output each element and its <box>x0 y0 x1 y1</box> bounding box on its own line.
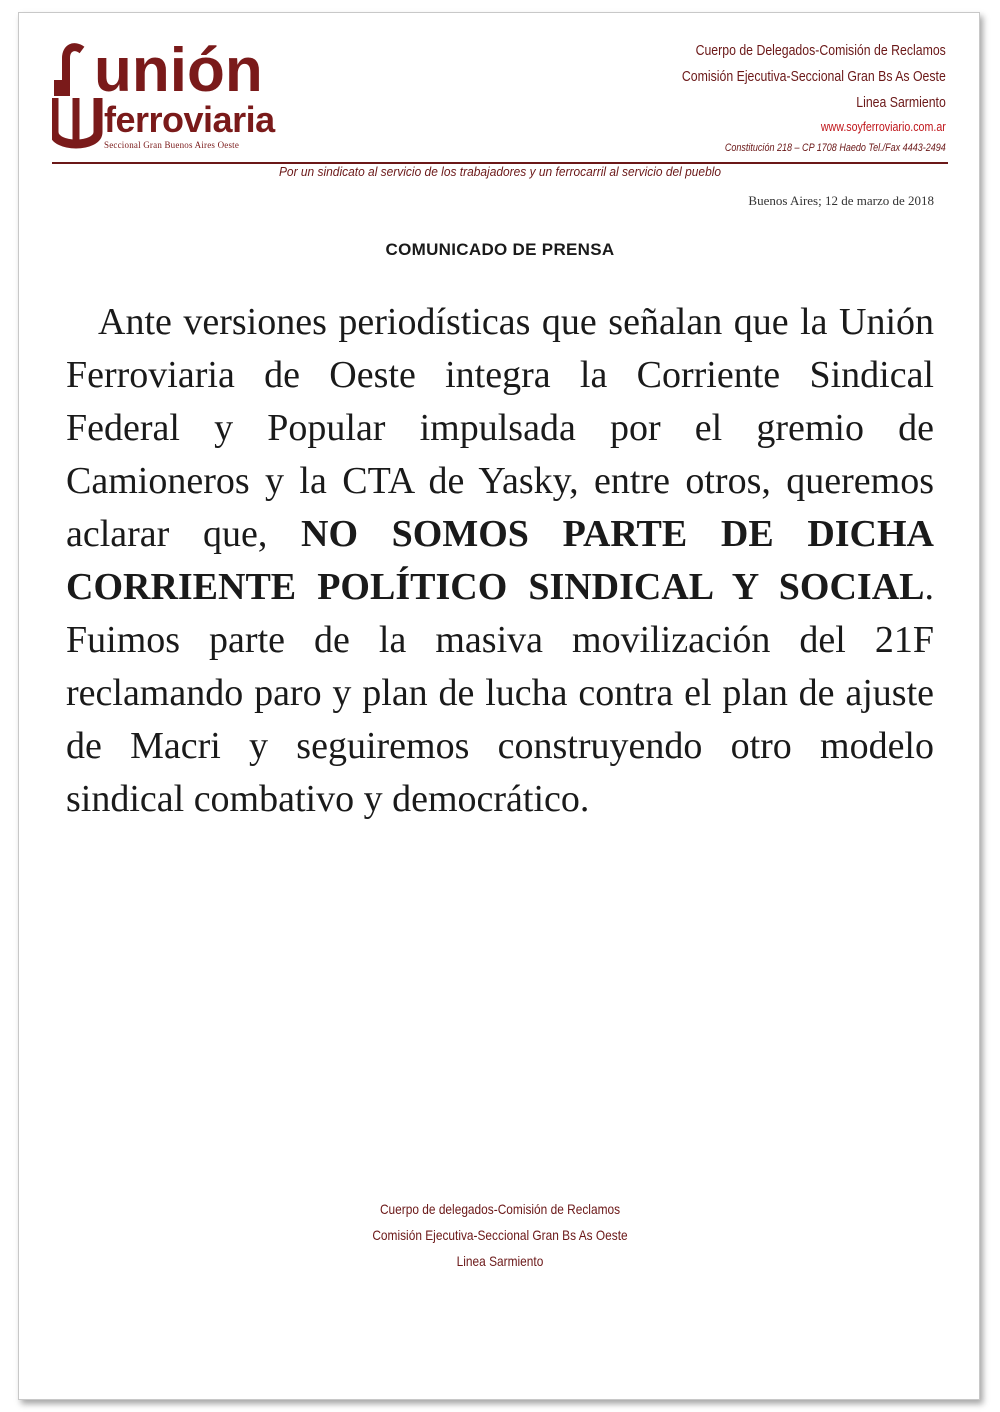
footer-line-2: Comisión Ejecutiva-Seccional Gran Bs As Oeste <box>372 1227 628 1243</box>
document-title: COMUNICADO DE PRENSA <box>385 240 615 259</box>
header-line-2: Comisión Ejecutiva-Seccional Gran Bs As Oeste <box>682 68 946 85</box>
signature-footer <box>75 1196 925 1274</box>
press-release-body <box>66 296 934 826</box>
footer-line-3: Linea Sarmiento <box>456 1253 544 1269</box>
logo-ferroviaria-text: ferroviaria <box>104 99 275 140</box>
logo-union-text: unión <box>94 36 263 105</box>
header-line-1: Cuerpo de Delegados-Comisión de Reclamos <box>695 42 946 59</box>
document-date: Buenos Aires; 12 de marzo de 2018 <box>748 193 934 208</box>
union-ferroviaria-logo <box>52 36 322 156</box>
logo-seccional-text: Seccional Gran Buenos Aires Oeste <box>104 140 240 150</box>
body-text-part-1: Ante versiones periodísticas que señalan que la Unión Ferroviaria de Oeste integra la Corriente Sindical Federal y Popular impulsada por el gremio de Camioneros y la CTA de Yasky, entre otros, queremos aclarar que, <box>66 301 934 555</box>
footer-line-1: Cuerpo de delegados-Comisión de Reclamos <box>379 1201 621 1217</box>
header-info <box>682 38 946 158</box>
header-line-3: Linea Sarmiento <box>856 94 946 111</box>
slogan: Por un sindicato al servicio de los trabajadores y un ferrocarril al servicio del pueblo <box>278 164 722 179</box>
header-website-link[interactable]: www.soyferroviario.com.ar <box>821 119 946 134</box>
body-text-bold: NO SOMOS PARTE DE DICHA CORRIENTE POLÍTICO SINDICAL Y SOCIAL <box>66 513 934 608</box>
body-text-part-2: . Fuimos parte de la masiva movilización del 21F reclamando paro y plan de lucha contra el plan de ajuste de Macri y seguiremos construyendo otro modelo sindical combativo y democrático. <box>66 566 934 820</box>
header-address: Constitución 218 – CP 1708 Haedo Tel./Fax 4443-2494 <box>725 142 946 154</box>
